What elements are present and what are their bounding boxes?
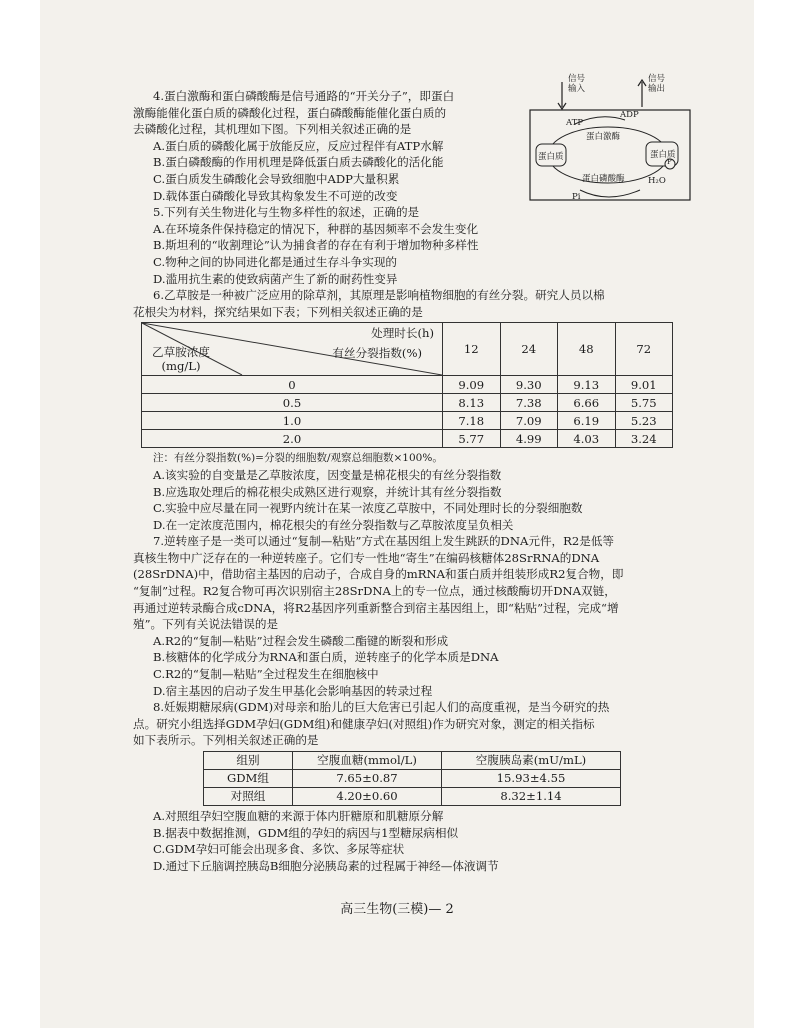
- q6-option-a: A.该实验的自变量是乙草胺浓度，因变量是棉花根尖的有丝分裂指数: [153, 467, 502, 482]
- phosphate-circle-label: P: [667, 158, 672, 166]
- table-row: [142, 430, 673, 448]
- q6-time-col: 48: [558, 323, 616, 376]
- q7-stem-5: 再通过逆转录酶合成cDNA，将R2基因序列重新整合到宿主基因组上，即“粘贴”过程，完成“增: [133, 600, 619, 615]
- q8-option-d: D.通过下丘脑调控胰岛B细胞分泌胰岛素的过程属于神经—体液调节: [153, 858, 499, 873]
- q8-header-cell: 组别: [204, 752, 293, 770]
- q7-option-b: B.核糖体的化学成分为RNA和蛋白质，逆转座子的化学本质是DNA: [153, 650, 499, 665]
- table-row: [142, 412, 673, 430]
- q6-value-cell: 8.13: [443, 394, 501, 412]
- phospho-protein-label: 蛋白质: [650, 150, 676, 160]
- water-label: H₂O: [648, 176, 666, 186]
- q6-value-cell: 5.77: [443, 430, 501, 448]
- q6-value-cell: 3.24: [615, 430, 673, 448]
- q6-data-table: [141, 322, 673, 448]
- table-row: [204, 770, 621, 788]
- q6-note: 注：有丝分裂指数(%)=分裂的细胞数/观察总细胞数×100%。: [153, 452, 443, 465]
- q8-option-c: C.GDM孕妇可能会出现多食、多饮、多尿等症状: [153, 842, 405, 857]
- q4-option-d: D.载体蛋白磷酸化导致其构象发生不可逆的改变: [153, 188, 398, 203]
- q6-value-cell: 6.66: [558, 394, 616, 412]
- phosphatase-label: 蛋白磷酸酶: [582, 174, 625, 184]
- q7-option-c: C.R2的“复制—粘贴”全过程发生在细胞核中: [153, 667, 379, 682]
- q6-value-cell: 6.19: [558, 412, 616, 430]
- q4-stem-1: 4.蛋白激酶和蛋白磷酸酶是信号通路的“开关分子”，即蛋白: [153, 89, 455, 103]
- q4-stem-2: 激酶能催化蛋白质的磷酸化过程，蛋白磷酸酶能催化蛋白质的: [133, 105, 447, 120]
- q6-conc-cell: 0: [142, 376, 443, 394]
- q6-conc-cell: 2.0: [142, 430, 443, 448]
- q4-option-b: B.蛋白磷酸酶的作用机理是降低蛋白质去磷酸化的活化能: [153, 155, 444, 170]
- q6-option-b: B.应选取处理后的棉花根尖成熟区进行观察，并统计其有丝分裂指数: [153, 484, 502, 499]
- q6-option-c: C.实验中应尽量在同一视野内统计在某一浓度乙草胺中，不同处理时长的分裂细胞数: [153, 501, 583, 516]
- q7-option-a: A.R2的“复制—粘贴”过程会发生磷酸二酯键的断裂和形成: [153, 633, 449, 648]
- q6-header-conc-unit: (mg/L): [161, 359, 201, 374]
- q6-value-cell: 5.75: [615, 394, 673, 412]
- protein-label: 蛋白质: [538, 152, 564, 162]
- atp-label: ATP: [566, 118, 584, 128]
- table-row: [142, 376, 673, 394]
- q7-stem-1: 7.逆转座子是一类可以通过“复制—粘贴”方式在基因组上发生跳跃的DNA元件，R2是低等: [153, 534, 615, 549]
- q6-header-conc-label: 乙草胺浓度: [152, 345, 210, 360]
- table-row: [204, 752, 621, 770]
- table-row: [142, 394, 673, 412]
- q8-cell: 15.93±4.55: [442, 770, 621, 788]
- right-margin: [754, 0, 794, 1028]
- q6-value-cell: 9.13: [558, 376, 616, 394]
- q7-stem-3: (28SrDNA)中，借助宿主基因的启动子，合成自身的mRNA和蛋白质并组装形成R2复合物，即: [133, 567, 624, 582]
- signal-in-label: 信号输入: [568, 74, 586, 94]
- q8-data-table: [203, 751, 621, 806]
- q8-cell: 8.32±1.14: [442, 788, 621, 806]
- pi-label: Pi: [572, 192, 581, 202]
- q8-option-a: A.对照组孕妇空腹血糖的来源于体内肝糖原和肌糖原分解: [153, 809, 444, 823]
- q5-option-d: D.滥用抗生素的使致病菌产生了新的耐药性变异: [153, 271, 398, 286]
- q6-value-cell: 9.01: [615, 376, 673, 394]
- q8-option-b: B.据表中数据推测，GDM组的孕妇的病因与1型糖尿病相似: [153, 825, 459, 840]
- q4-option-a: A.蛋白质的磷酸化属于放能反应，反应过程伴有ATP水解: [153, 138, 444, 153]
- q5-stem: 5.下列有关生物进化与生物多样性的叙述，正确的是: [153, 205, 420, 220]
- q8-cell: 对照组: [204, 788, 293, 806]
- q6-value-cell: 7.09: [500, 412, 558, 430]
- q6-time-col: 12: [443, 323, 501, 376]
- q7-stem-6: 殖”。下列有关说法错误的是: [133, 617, 279, 632]
- q6-value-cell: 9.30: [500, 376, 558, 394]
- question-column: [133, 88, 673, 874]
- q6-time-col: 24: [500, 323, 558, 376]
- q7-stem-4: “复制”过程。R2复合物可再次识别宿主28SrDNA上的专一位点，通过核酸酶切开DNA双链，: [133, 584, 616, 599]
- kinase-label: 蛋白激酶: [586, 132, 621, 142]
- table-row: [204, 788, 621, 806]
- signal-out-label: 信号输出: [648, 74, 666, 94]
- q8-stem-1: 8.妊娠期糖尿病(GDM)对母亲和胎儿的巨大危害已引起人们的高度重视，是当今研究的热: [153, 700, 610, 715]
- q6-stem-1: 6.乙草胺是一种被广泛应用的除草剂，其原理是影响植物细胞的有丝分裂。研究人员以棉: [153, 288, 605, 303]
- q6-stem-2: 花根尖为材料，探究结果如下表；下列相关叙述正确的是: [133, 304, 423, 319]
- q6-value-cell: 9.09: [443, 376, 501, 394]
- q6-value-cell: 5.23: [615, 412, 673, 430]
- q6-table-corner: [142, 323, 443, 376]
- q6-value-cell: 4.99: [500, 430, 558, 448]
- q5-option-c: C.物种之间的协同进化都是通过生存斗争实现的: [153, 254, 398, 269]
- q7-option-d: D.宿主基因的启动子发生甲基化会影响基因的转录过程: [153, 683, 433, 698]
- q8-header-cell: 空腹胰岛素(mU/mL): [442, 752, 621, 770]
- q4-option-c: C.蛋白质发生磷酸化会导致细胞中ADP大量积累: [153, 171, 400, 186]
- q6-header-index: 有丝分裂指数(%): [332, 346, 422, 361]
- left-margin: [0, 0, 40, 1028]
- q8-header-cell: 空腹血糖(mmol/L): [293, 752, 442, 770]
- q6-conc-cell: 0.5: [142, 394, 443, 412]
- q8-cell: 4.20±0.60: [293, 788, 442, 806]
- q6-header-conc: [152, 345, 210, 373]
- q6-value-cell: 7.38: [500, 394, 558, 412]
- q6-option-d: D.在一定浓度范围内，棉花根尖的有丝分裂指数与乙草胺浓度呈负相关: [153, 517, 514, 532]
- q5-option-a: A.在环境条件保持稳定的情况下，种群的基因频率不会发生变化: [153, 221, 479, 236]
- q6-value-cell: 7.18: [443, 412, 501, 430]
- q6-time-col: 72: [615, 323, 673, 376]
- adp-label: ADP: [620, 110, 639, 120]
- q4-stem-3: 去磷酸化过程，其机理如下图。下列相关叙述正确的是: [133, 122, 412, 137]
- q7-stem-2: 真核生物中广泛存在的一种逆转座子。它们专一性地“寄生”在编码核糖体28SrRNA的DNA: [133, 550, 600, 565]
- q8-stem-3: 如下表所示。下列相关叙述正确的是: [133, 733, 319, 748]
- q8-cell: 7.65±0.87: [293, 770, 442, 788]
- q8-stem-2: 点。研究小组选择GDM孕妇(GDM组)和健康孕妇(对照组)作为研究对象，测定的相关指标: [133, 716, 595, 731]
- q8-cell: GDM组: [204, 770, 293, 788]
- q6-conc-cell: 1.0: [142, 412, 443, 430]
- q6-value-cell: 4.03: [558, 430, 616, 448]
- q5-option-b: B.斯坦利的“收割理论”认为捕食者的存在有利于增加物种多样性: [153, 238, 479, 253]
- q6-header-time: 处理时长(h): [371, 326, 434, 341]
- page-footer: 高三生物(三模)— 2: [340, 902, 454, 917]
